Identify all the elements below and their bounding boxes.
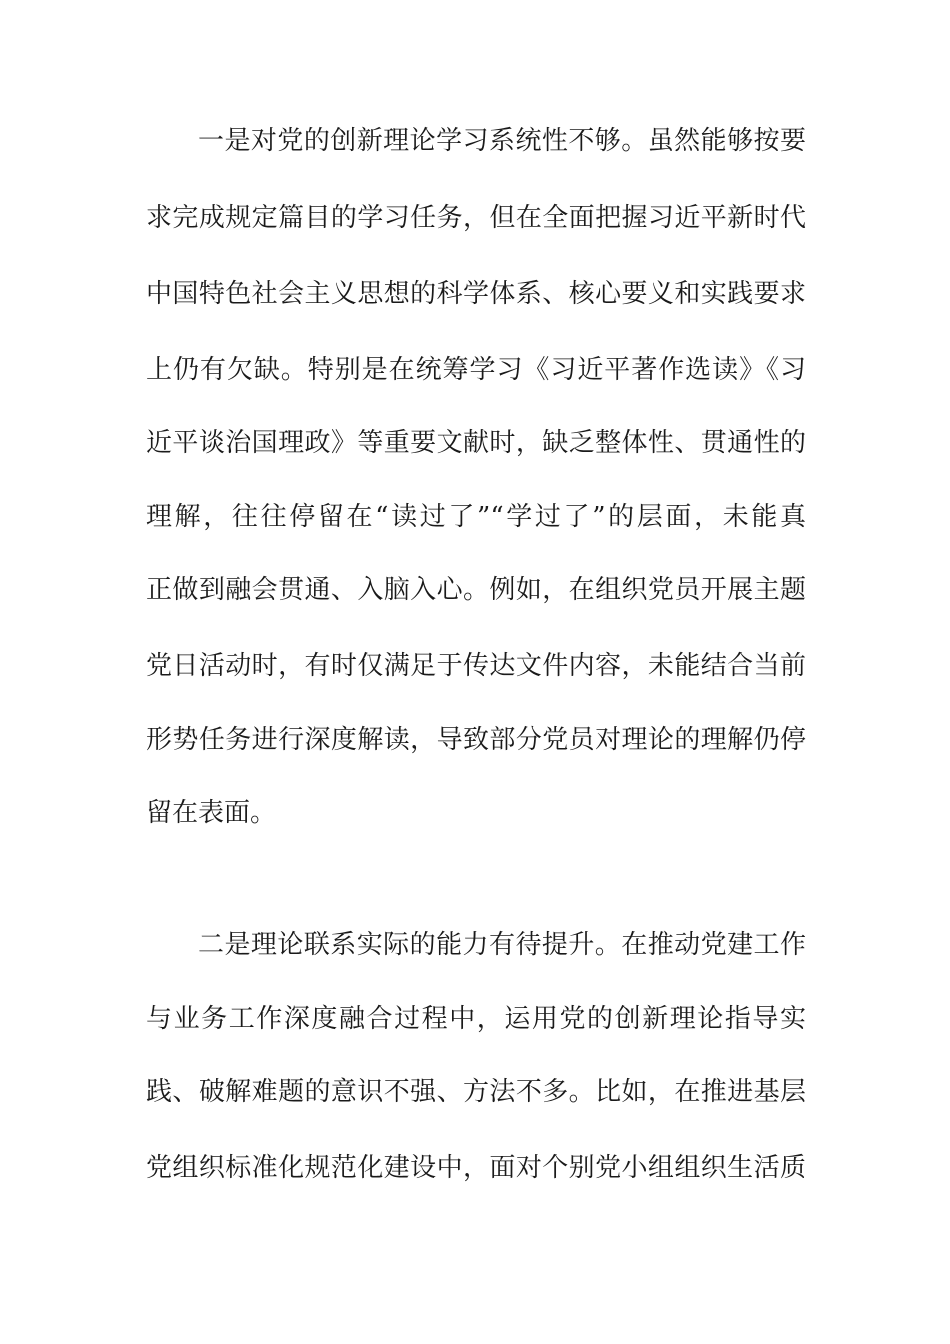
paragraph-line: 近平谈治国理政》等重要文献时，缺乏整体性、贯通性的 xyxy=(146,428,806,458)
paragraph-line: 形势任务进行深度解读，导致部分党员对理论的理解仍停 xyxy=(146,725,806,755)
paragraph-line: 中国特色社会主义思想的科学体系、核心要义和实践要求 xyxy=(146,279,806,309)
paragraph-line: 正做到融会贯通、入脑入心。例如，在组织党员开展主题 xyxy=(146,575,806,605)
paragraph-line: 党组织标准化规范化建设中，面对个别党小组组织生活质 xyxy=(146,1153,806,1183)
paragraph-line: 与业务工作深度融合过程中，运用党的创新理论指导实 xyxy=(146,1004,806,1034)
paragraph-line: 践、破解难题的意识不强、方法不多。比如，在推进基层 xyxy=(146,1077,806,1107)
paragraph-line: 理解，往往停留在“读过了”“学过了”的层面，未能真 xyxy=(146,502,806,532)
paragraph-line: 二是理论联系实际的能力有待提升。在推动党建工作 xyxy=(198,930,806,960)
paragraph-line: 上仍有欠缺。特别是在统筹学习《习近平著作选读》《习 xyxy=(146,355,806,385)
paragraph-line: 一是对党的创新理论学习系统性不够。虽然能够按要 xyxy=(198,126,806,156)
paragraph-line: 党日活动时，有时仅满足于传达文件内容，未能结合当前 xyxy=(146,651,806,681)
paragraph-line: 求完成规定篇目的学习任务，但在全面把握习近平新时代 xyxy=(146,203,806,233)
paragraph-line: 留在表面。 xyxy=(146,798,277,828)
